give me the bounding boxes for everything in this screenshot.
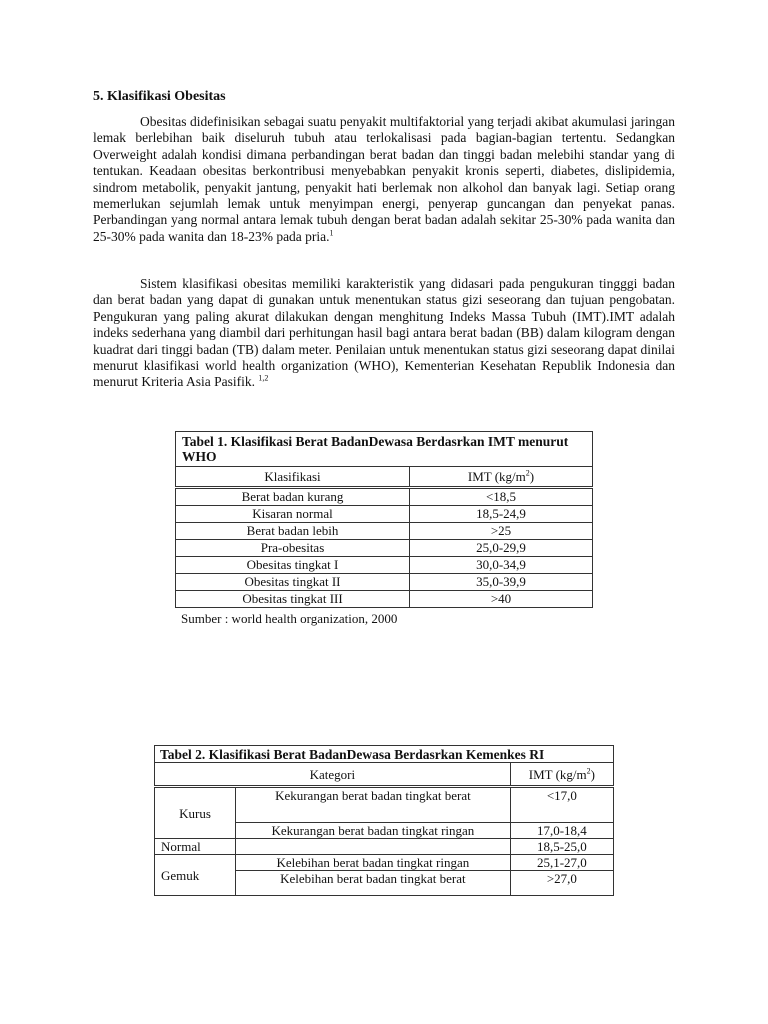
table-row	[176, 488, 593, 506]
table-cell: Kelebihan berat badan tingkat berat	[236, 871, 511, 896]
table-cell: >25	[410, 523, 593, 540]
table-cell: <17,0	[510, 787, 613, 823]
table-cell: >40	[410, 591, 593, 608]
table-cell: <18,5	[410, 488, 593, 506]
citation-ref: 1,2	[258, 373, 269, 383]
who-classification-table	[175, 431, 593, 608]
table-row	[176, 557, 593, 574]
category-cell: Normal	[155, 839, 236, 855]
table-cell: Berat badan kurang	[176, 488, 410, 506]
table-cell: Kekurangan berat badan tingkat ringan	[236, 823, 511, 839]
table-row	[155, 855, 614, 871]
table-source-note: Sumber : world health organization, 2000	[181, 611, 398, 626]
table-cell: 35,0-39,9	[410, 574, 593, 591]
column-header: Klasifikasi	[176, 467, 410, 488]
table-cell: 17,0-18,4	[510, 823, 613, 839]
table-caption: Tabel 1. Klasifikasi Berat BadanDewasa Berdasrkan IMT menurut WHO	[176, 432, 593, 467]
table-row	[176, 506, 593, 523]
paragraph-classification-system	[93, 276, 675, 391]
citation-ref: 1	[329, 228, 334, 238]
table-cell: 18,5-24,9	[410, 506, 593, 523]
table-cell	[236, 839, 511, 855]
kemenkes-classification-table	[154, 745, 614, 896]
table-cell: Berat badan lebih	[176, 523, 410, 540]
table-cell: Obesitas tingkat III	[176, 591, 410, 608]
table-row	[155, 787, 614, 823]
category-cell: Gemuk	[155, 855, 236, 896]
table-cell: Pra-obesitas	[176, 540, 410, 557]
table-row	[176, 540, 593, 557]
table-cell: Kekurangan berat badan tingkat berat	[236, 787, 511, 823]
table-row	[155, 839, 614, 855]
section-heading: 5. Klasifikasi Obesitas	[93, 89, 226, 104]
table-cell: 18,5-25,0	[510, 839, 613, 855]
table1-container	[175, 431, 593, 608]
table-cell: 30,0-34,9	[410, 557, 593, 574]
column-header: IMT $(kg/m^2)$	[410, 467, 593, 488]
table-row	[176, 591, 593, 608]
column-header: IMT $(kg/m^2)$	[510, 763, 613, 787]
table-cell: 25,1-27,0	[510, 855, 613, 871]
table-cell: Kelebihan berat badan tingkat ringan	[236, 855, 511, 871]
table-cell: Kisaran normal	[176, 506, 410, 523]
paragraph-text: Obesitas didefinisikan sebagai suatu penyakit multifaktorial yang terjadi akibat akumulasi jaringan lemak berlebihan baik diseluruh tubuh atau terlokalisasi pada bagian-bagian tertentu. Sedangkan Overweight adalah kondisi dimana perbandingan berat badan dan tinggi badan melebihi standar yang di tentukan. Keadaan obesitas berkontribusi menyebabkan penyakit kronis seperti, diabetes, dislipidemia, sindrom metabolik, penyakit jantung, penyakit hati berlemak non alkohol dan banyak lagi. Setiap orang memerlukan sejumlah lemak untuk menyimpan energi, penyerap guncangan dan penyekat panas. Perbandingan yang normal antara lemak tubuh dengan berat badan adalah sekitar 25-30% pada wanita dan 25-30% pada wanita dan 18-23% pada pria.	[93, 114, 675, 244]
paragraph-text: Sistem klasifikasi obesitas memiliki karakteristik yang didasari pada pengukuran tingggi badan dan berat badan yang dapat di gunakan untuk menentukan status gizi seseorang dan tujuan pengobatan. Pengukuran yang paling akurat dilakukan dengan menghitung Indeks Massa Tubuh (IMT).IMT adalah indeks sederhana yang diambil dari perhitungan hasil bagi antara berat badan (BB) dalam kilogram dengan kuadrat dari tinggi badan (TB) dalam meter. Penilaian untuk menentukan status gizi seseorang dapat dinilai menurut klasifikasi world health organization (WHO), Kementerian Kesehatan Republik Indonesia dan menurut Kriteria Asia Pasifik.	[93, 276, 675, 390]
column-header: Kategori	[155, 763, 511, 787]
table-caption: Tabel 2. Klasifikasi Berat BadanDewasa Berdasrkan Kemenkes RI	[155, 746, 614, 763]
table-row	[176, 574, 593, 591]
table-cell: >27,0	[510, 871, 613, 896]
paragraph-obesity-definition	[93, 114, 675, 245]
table-cell: Obesitas tingkat I	[176, 557, 410, 574]
table-cell: 25,0-29,9	[410, 540, 593, 557]
table-cell: Obesitas tingkat II	[176, 574, 410, 591]
table-row	[176, 523, 593, 540]
category-cell: Kurus	[155, 787, 236, 839]
